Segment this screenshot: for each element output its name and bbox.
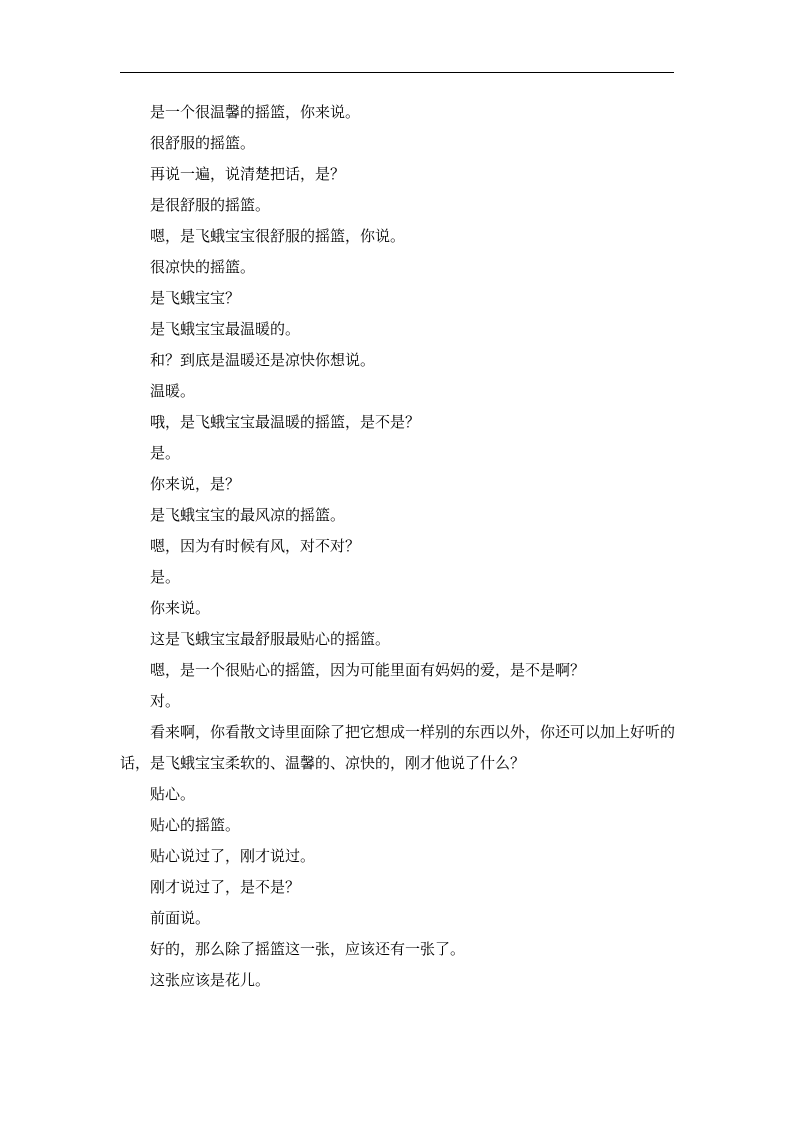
paragraph: 贴心的摇篮。 xyxy=(150,816,241,834)
paragraph: 这是飞蛾宝宝最舒服最贴心的摇篮。 xyxy=(150,630,391,648)
paragraph: 是很舒服的摇篮。 xyxy=(150,196,271,214)
paragraph: 哦，是飞蛾宝宝最温暖的摇篮，是不是？ xyxy=(150,413,421,431)
paragraph: 看来啊，你看散文诗里面除了把它想成一样别的东西以外，你还可以加上好听的话，是飞蛾宝宝柔软的、温馨的、凉快的，刚才他说了什么？ xyxy=(120,723,676,772)
paragraph: 是。 xyxy=(150,444,181,462)
header-rule xyxy=(120,72,674,73)
paragraph: 刚才说过了，是不是？ xyxy=(150,878,301,896)
paragraph: 再说一遍，说清楚把话，是？ xyxy=(150,165,346,183)
paragraph: 好的，那么除了摇篮这一张，应该还有一张了。 xyxy=(150,940,466,958)
paragraph: 你来说，是？ xyxy=(150,475,241,493)
paragraph: 前面说。 xyxy=(150,909,211,927)
paragraph: 贴心。 xyxy=(150,785,196,803)
paragraph: 贴心说过了，刚才说过。 xyxy=(150,847,316,865)
paragraph: 这张应该是花儿。 xyxy=(150,971,271,989)
paragraph: 你来说。 xyxy=(150,599,211,617)
paragraph: 温暖。 xyxy=(150,382,196,400)
paragraph: 对。 xyxy=(150,692,181,710)
paragraph: 是飞蛾宝宝的最风凉的摇篮。 xyxy=(150,506,346,524)
paragraph: 是。 xyxy=(150,568,181,586)
paragraph: 是飞蛾宝宝？ xyxy=(150,289,241,307)
paragraph: 很舒服的摇篮。 xyxy=(150,134,256,152)
paragraph: 嗯，是一个很贴心的摇篮，因为可能里面有妈妈的爱，是不是啊？ xyxy=(150,661,586,679)
paragraph: 嗯，是飞蛾宝宝很舒服的摇篮，你说。 xyxy=(150,227,406,245)
paragraph: 和？到底是温暖还是凉快你想说。 xyxy=(150,351,376,369)
paragraph: 嗯，因为有时候有风，对不对？ xyxy=(150,537,361,555)
document-body xyxy=(120,97,680,996)
paragraph: 是一个很温馨的摇篮，你来说。 xyxy=(150,103,361,121)
paragraph: 很凉快的摇篮。 xyxy=(150,258,256,276)
paragraph: 是飞蛾宝宝最温暖的。 xyxy=(150,320,301,338)
